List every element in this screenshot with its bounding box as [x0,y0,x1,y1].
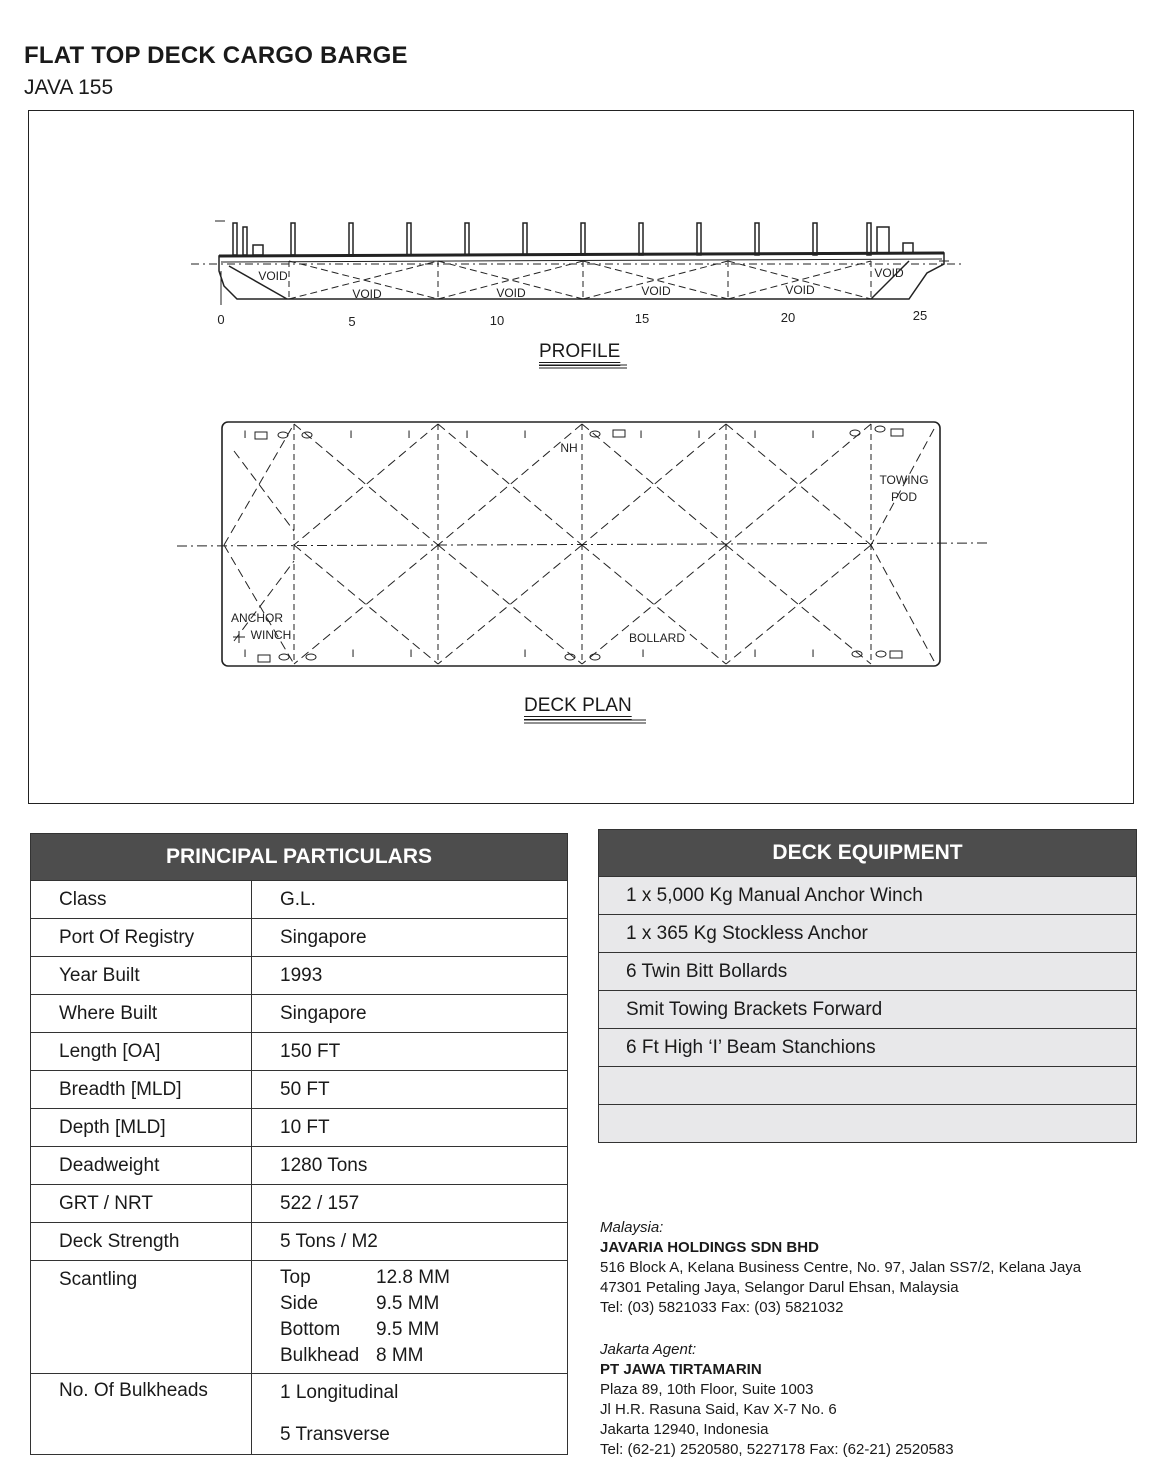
contact-address: 47301 Petaling Jaya, Selangor Darul Ehsan, Malaysia [600,1279,959,1296]
equipment-item [599,1105,1137,1143]
svg-text:I: I [811,429,815,441]
table-row [31,1109,568,1147]
bulkhead-value: 1 Longitudinal [280,1382,399,1403]
svg-text:I: I [243,429,247,441]
row-label: Class [31,881,252,919]
principal-particulars-table [30,833,568,1455]
contact-region: Jakarta Agent: [600,1341,697,1358]
contact-address: Jl H.R. Rasuna Said, Kav X-7 No. 6 [600,1401,837,1418]
row-label: Length [OA] [31,1033,252,1071]
manhole-label: NH [560,441,578,455]
anchor-winch-label: ANCHOR [230,611,284,625]
equipment-item: 6 Ft High ‘I’ Beam Stanchions [599,1029,1137,1067]
scantling-part: Top [280,1267,311,1288]
svg-text:I: I [811,648,815,660]
scantling-values [252,1261,568,1374]
bulkhead-value: 5 Transverse [280,1424,390,1445]
scantling-part: Bottom [280,1319,341,1340]
row-label: Deadweight [31,1147,252,1185]
row-label: Depth [MLD] [31,1109,252,1147]
row-label: No. Of Bulkheads [31,1374,252,1455]
frame-tick: 20 [780,310,796,325]
svg-text:I: I [753,648,757,660]
row-value: 522 / 157 [252,1185,568,1223]
towing-pod-label: TOWING [879,473,929,487]
contact-region: Malaysia: [600,1219,664,1236]
svg-text:I: I [409,648,413,660]
svg-text:I: I [243,648,247,660]
table-row [31,1374,568,1455]
svg-text:I: I [523,648,527,660]
svg-text:I: I [523,429,527,441]
svg-text:I: I [349,429,353,441]
table-row [31,1261,568,1374]
bulkhead-values [252,1374,568,1455]
contact-phone: Tel: (03) 5821033 Fax: (03) 5821032 [600,1299,844,1316]
vessel-name: JAVA 155 [24,76,114,99]
row-value: 5 Tons / M2 [252,1223,568,1261]
scantling-part: Side [280,1293,319,1314]
table-row [31,1223,568,1261]
row-label: Deck Strength [31,1223,252,1261]
table-row [31,995,568,1033]
equipment-item: 1 x 365 Kg Stockless Anchor [599,915,1137,953]
row-value: 10 FT [252,1109,568,1147]
frame-tick: 15 [634,311,650,326]
row-label: Where Built [31,995,252,1033]
profile-void-label: VOID [785,283,815,297]
svg-text:I: I [641,648,645,660]
row-label: Year Built [31,957,252,995]
equipment-item: 1 x 5,000 Kg Manual Anchor Winch [599,877,1137,915]
frame-tick: 25 [912,308,928,323]
row-value: 50 FT [252,1071,568,1109]
equipment-item: 6 Twin Bitt Bollards [599,953,1137,991]
profile-void-label: VOID [496,286,526,300]
svg-text:I: I [407,429,411,441]
contact-address: 516 Block A, Kelana Business Centre, No. 97, Jalan SS7/2, Kelana Jaya [600,1259,1082,1276]
table-row [31,881,568,919]
scantling-part: Bulkhead [280,1345,360,1366]
contact-address: Jakarta 12940, Indonesia [600,1421,769,1438]
row-value: G.L. [252,881,568,919]
deck-equipment-heading: DECK EQUIPMENT [599,830,1137,877]
row-label: Port Of Registry [31,919,252,957]
svg-text:I: I [351,648,355,660]
svg-text:I: I [753,429,757,441]
document-title: FLAT TOP DECK CARGO BARGE [24,42,408,69]
table-row [31,1147,568,1185]
row-value: Singapore [252,995,568,1033]
profile-void-label: VOID [641,284,671,298]
scantling-value: 8 MM [376,1345,424,1366]
scantling-value: 9.5 MM [376,1319,440,1340]
svg-text:I: I [639,429,643,441]
anchor-winch-label: WINCH [250,628,292,642]
table-row [31,957,568,995]
principal-particulars-heading: PRINCIPAL PARTICULARS [31,834,568,881]
scantling-value: 9.5 MM [376,1293,440,1314]
profile-label: PROFILE [539,341,621,362]
row-label: Scantling [31,1261,252,1374]
contact-address: Plaza 89, 10th Floor, Suite 1003 [600,1381,814,1398]
contact-phone: Tel: (62-21) 2520580, 5227178 Fax: (62-21) 2520583 [600,1441,954,1458]
table-row [31,1071,568,1109]
row-label: Breadth [MLD] [31,1071,252,1109]
malaysia-contact [600,1218,1081,1318]
deck-equipment-table [598,829,1137,1143]
profile-void-label: VOID [258,269,288,283]
contact-company: JAVARIA HOLDINGS SDN BHD [600,1239,819,1256]
equipment-item: Smit Towing Brackets Forward [599,991,1137,1029]
table-row [31,1033,568,1071]
row-value: 150 FT [252,1033,568,1071]
svg-text:I: I [697,429,701,441]
frame-tick: 5 [348,314,356,329]
profile-void-label: VOID [352,287,382,301]
frame-tick: 0 [217,312,225,327]
contact-company: PT JAWA TIRTAMARIN [600,1361,762,1378]
frame-tick: 10 [489,313,505,328]
row-label: GRT / NRT [31,1185,252,1223]
bollard-label: BOLLARD [628,631,686,645]
profile-void-label: VOID [874,266,904,280]
row-value: 1993 [252,957,568,995]
svg-text:I: I [465,429,469,441]
row-value: Singapore [252,919,568,957]
equipment-item [599,1067,1137,1105]
jakarta-contact [600,1340,954,1460]
scantling-value: 12.8 MM [376,1267,450,1288]
deck-plan-label: DECK PLAN [524,695,632,716]
row-value: 1280 Tons [252,1147,568,1185]
table-row [31,1185,568,1223]
deck-plan-view [177,422,987,723]
drawing-frame [28,110,1134,804]
table-row [31,919,568,957]
towing-pod-label: POD [890,490,918,504]
